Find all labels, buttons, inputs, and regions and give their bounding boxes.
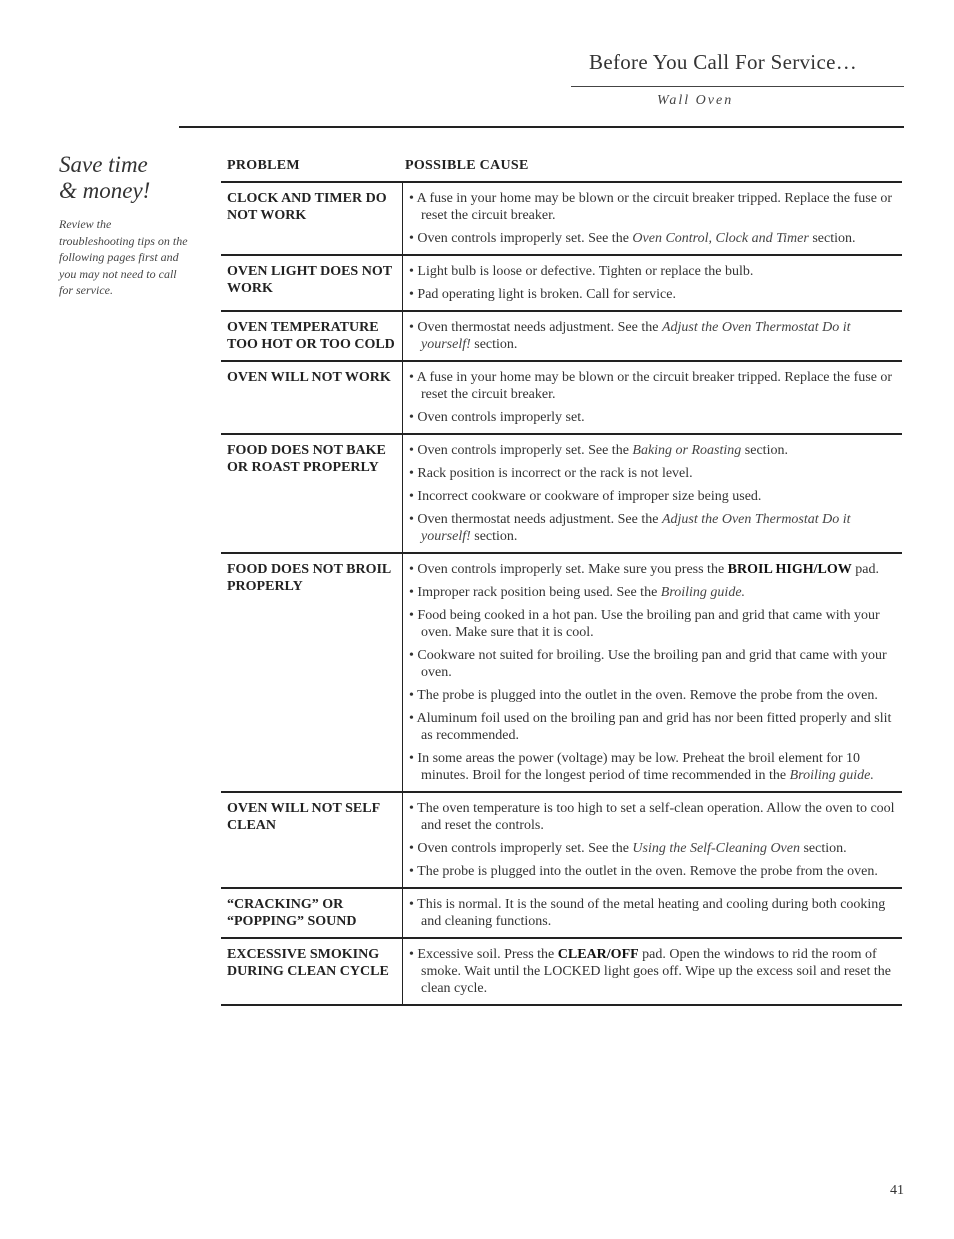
possible-causes xyxy=(403,435,902,552)
sidebar-title-line1: Save time xyxy=(59,152,148,177)
cause-item: • Light bulb is loose or defective. Tighten or replace the bulb. xyxy=(409,264,754,279)
cause-item: • This is normal. It is the sound of the metal heating and cooling during both cooking and cleaning functions. xyxy=(409,897,886,929)
table-row xyxy=(221,362,902,435)
cause-item: • Oven thermostat needs adjustment. See the Adjust the Oven Thermostat Do it yourself! section. xyxy=(409,320,851,352)
cause-item: • The oven temperature is too high to set a self-clean operation. Allow the oven to cool and reset the controls. xyxy=(409,801,895,833)
problem-label: CLOCK AND TIMER DO NOT WORK xyxy=(221,183,403,254)
table-row xyxy=(221,939,902,1006)
problem-label: OVEN WILL NOT WORK xyxy=(221,362,403,433)
header-rule xyxy=(571,86,904,87)
possible-causes xyxy=(403,939,902,1004)
problem-label: “CRACKING” OR “POPPING” SOUND xyxy=(221,889,403,937)
cause-item: • A fuse in your home may be blown or the circuit breaker tripped. Replace the fuse or reset the circuit breaker. xyxy=(409,370,893,402)
cause-item: • Pad operating light is broken. Call for service. xyxy=(409,287,676,302)
cause-item: • Excessive soil. Press the CLEAR/OFF pad. Open the windows to rid the room of smoke. Wait until the LOCKED light goes off. Wipe up the excess soil and reset the clean cycle. xyxy=(409,947,891,996)
sidebar-title-line2: & money! xyxy=(59,178,151,203)
possible-causes xyxy=(403,554,902,791)
problem-label: OVEN WILL NOT SELF CLEAN xyxy=(221,793,403,887)
sidebar-note xyxy=(59,152,189,299)
table-row xyxy=(221,183,902,256)
cause-item: • Oven controls improperly set. Make sure you press the BROIL HIGH/LOW pad. xyxy=(409,562,879,577)
sidebar-text: Review the troubleshooting tips on the following pages first and you may not need to call for service. xyxy=(59,217,188,297)
table-row xyxy=(221,312,902,362)
cause-item: • Oven controls improperly set. See the Baking or Roasting section. xyxy=(409,443,788,458)
cause-item: • In some areas the power (voltage) may be low. Preheat the broil element for 10 minutes. Broil for the longest period of time recommended in the Broiling guide. xyxy=(409,751,874,783)
problem-label: FOOD DOES NOT BAKE OR ROAST PROPERLY xyxy=(221,435,403,552)
possible-causes xyxy=(403,889,902,937)
problem-label: FOOD DOES NOT BROIL PROPERLY xyxy=(221,554,403,791)
table-row xyxy=(221,256,902,312)
cause-item: • Oven controls improperly set. xyxy=(409,410,585,425)
problem-label: OVEN TEMPERATURE TOO HOT OR TOO COLD xyxy=(221,312,403,360)
cause-item: • The probe is plugged into the outlet in the oven. Remove the probe from the oven. xyxy=(409,688,878,703)
possible-causes xyxy=(403,183,902,254)
page-header-title: Before You Call For Service… xyxy=(589,50,857,74)
troubleshooting-table xyxy=(221,181,902,1006)
table-row xyxy=(221,554,902,793)
problem-label: EXCESSIVE SMOKING DURING CLEAN CYCLE xyxy=(221,939,403,1004)
cause-item: • Incorrect cookware or cookware of improper size being used. xyxy=(409,489,762,504)
cause-item: • Cookware not suited for broiling. Use the broiling pan and grid that came with your oven. xyxy=(409,648,887,680)
top-rule xyxy=(179,126,904,128)
page-number: 41 xyxy=(890,1183,904,1198)
possible-causes xyxy=(403,256,902,310)
cause-column-header: POSSIBLE CAUSE xyxy=(405,158,529,173)
problem-column-header: PROBLEM xyxy=(227,158,300,173)
table-row xyxy=(221,793,902,889)
cause-item: • Oven thermostat needs adjustment. See the Adjust the Oven Thermostat Do it yourself! section. xyxy=(409,512,851,544)
possible-causes xyxy=(403,312,902,360)
possible-causes xyxy=(403,793,902,887)
table-row xyxy=(221,889,902,939)
possible-causes xyxy=(403,362,902,433)
cause-item: • Oven controls improperly set. See the Using the Self-Cleaning Oven section. xyxy=(409,841,847,856)
cause-item: • Oven controls improperly set. See the Oven Control, Clock and Timer section. xyxy=(409,231,856,246)
table-row xyxy=(221,435,902,554)
problem-label: OVEN LIGHT DOES NOT WORK xyxy=(221,256,403,310)
cause-item: • Improper rack position being used. See the Broiling guide. xyxy=(409,585,746,600)
cause-item: • Rack position is incorrect or the rack is not level. xyxy=(409,466,693,481)
cause-item: • The probe is plugged into the outlet in the oven. Remove the probe from the oven. xyxy=(409,864,878,879)
cause-item: • Food being cooked in a hot pan. Use the broiling pan and grid that came with your oven. Make sure that it is cool. xyxy=(409,608,880,640)
cause-item: • Aluminum foil used on the broiling pan and grid has nor been fitted properly and slit as recommended. xyxy=(409,711,892,743)
cause-item: • A fuse in your home may be blown or the circuit breaker tripped. Replace the fuse or reset the circuit breaker. xyxy=(409,191,893,223)
page-header-subtitle: Wall Oven xyxy=(657,93,734,108)
